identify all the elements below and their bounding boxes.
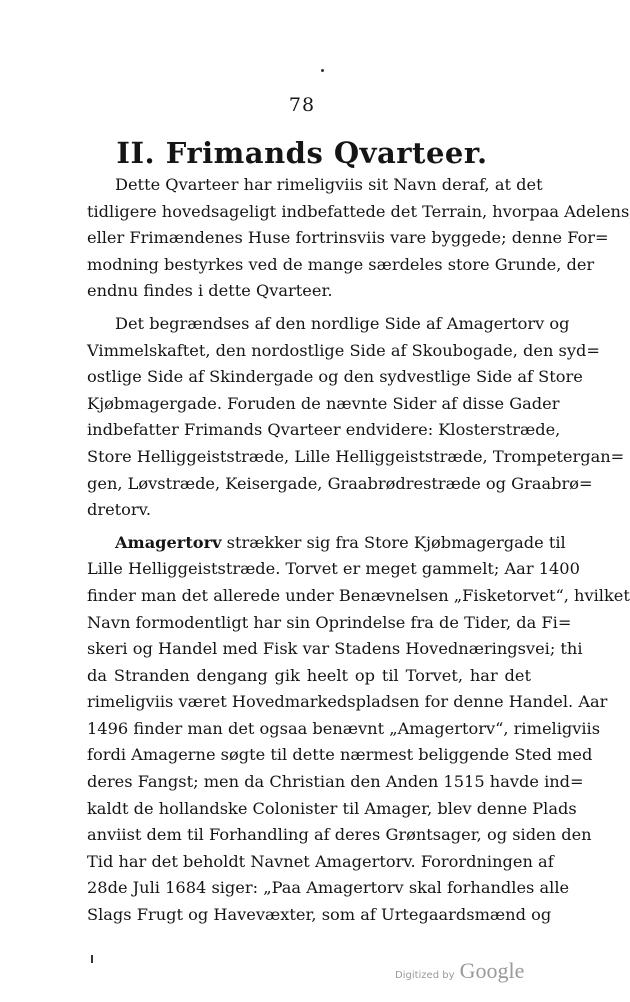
text-line: Store Helliggeiststræde, Lille Helliggeiststræde, Trompetergan= — [87, 446, 625, 466]
text-line: fordi Amagerne søgte til dette nærmest beliggende Sted med — [87, 745, 593, 765]
text-line: Slags Frugt og Havevæxter, som af Urtegaardsmænd og — [87, 905, 552, 925]
page-number: 78 — [288, 94, 316, 116]
text-line: finder man det allerede under Benævnelsen „Fisketorvet“, hvilket — [87, 585, 630, 605]
text-line: Det begrændses af den nordlige Side af Amagertorv og — [115, 313, 570, 333]
text-line: deres Fangst; men da Christian den Anden 1515 havde ind= — [87, 772, 584, 792]
body-text — [87, 172, 630, 929]
text-line: kaldt de hollandske Colonister til Amager, blev denne Plads — [87, 798, 577, 818]
text-line: Dette Qvarteer har rimeligviis sit Navn deraf, at det — [115, 175, 543, 194]
watermark-brand: Google — [459, 958, 525, 983]
watermark-prefix: Digitized by — [395, 970, 455, 981]
paragraph-1 — [87, 172, 630, 305]
text-line: da Stranden dengang gik heelt op til Torvet, har det — [87, 665, 531, 685]
paragraph-3 — [87, 530, 630, 929]
text-line: modning bestyrkes ved de mange særdeles store Grunde, der — [87, 254, 595, 274]
text-line: skeri og Handel med Fisk var Stadens Hovednæringsvei; thi — [87, 639, 583, 659]
text-line: dretorv. — [87, 500, 152, 520]
text-line: anviist dem til Forhandling af deres Grøntsager, og siden den — [87, 825, 592, 845]
text-line: eller Frimændenes Huse fortrinsviis vare byggede; denne For= — [87, 228, 609, 248]
text-line: indbefatter Frimands Qvarteer endvidere: Klosterstræde, — [87, 420, 561, 440]
text-line: ostlige Side af Skindergade og den sydvestlige Side af Store — [87, 367, 583, 387]
text-line: 28de Juli 1684 siger: „Paa Amagertorv skal forhandles alle — [87, 878, 570, 898]
lead-line-rest: strækker sig fra Store Kjøbmagergade til — [221, 532, 566, 552]
text-line: Kjøbmagergade. Foruden de nævnte Sider af disse Gader — [87, 393, 560, 413]
text-line: endnu findes i dette Qvarteer. — [87, 281, 333, 301]
text-line: 1496 finder man det ogsaa benævnt „Amagertorv“, rimeligviis — [87, 718, 601, 738]
text-line-with-lead — [87, 530, 566, 557]
text-line: Tid har det beholdt Navnet Amagertorv. Forordningen af — [87, 851, 554, 871]
digitized-watermark — [395, 958, 524, 984]
text-line: rimeligviis været Hovedmarkedspladsen for denne Handel. Aar — [87, 692, 608, 712]
text-line: Lille Helliggeiststræde. Torvet er meget gammelt; Aar 1400 — [87, 559, 580, 579]
lead-term: Amagertorv — [115, 532, 222, 552]
text-line: Navn formodentligt har sin Oprindelse fra de Tider, da Fi= — [87, 612, 572, 632]
margin-mark — [91, 955, 93, 963]
text-line: Vimmelskaftet, den nordostlige Side af Skoubogade, den syd= — [87, 340, 600, 360]
section-heading: II. Frimands Qvarteer. — [116, 136, 488, 170]
stray-ink-dot — [321, 69, 324, 72]
text-line: gen, Løvstræde, Keisergade, Graabrødrestræde og Graabrø= — [87, 473, 593, 493]
text-line: tidligere hovedsageligt indbefattede det Terrain, hvorpaa Adelens — [87, 201, 630, 221]
paragraph-2 — [87, 311, 625, 524]
